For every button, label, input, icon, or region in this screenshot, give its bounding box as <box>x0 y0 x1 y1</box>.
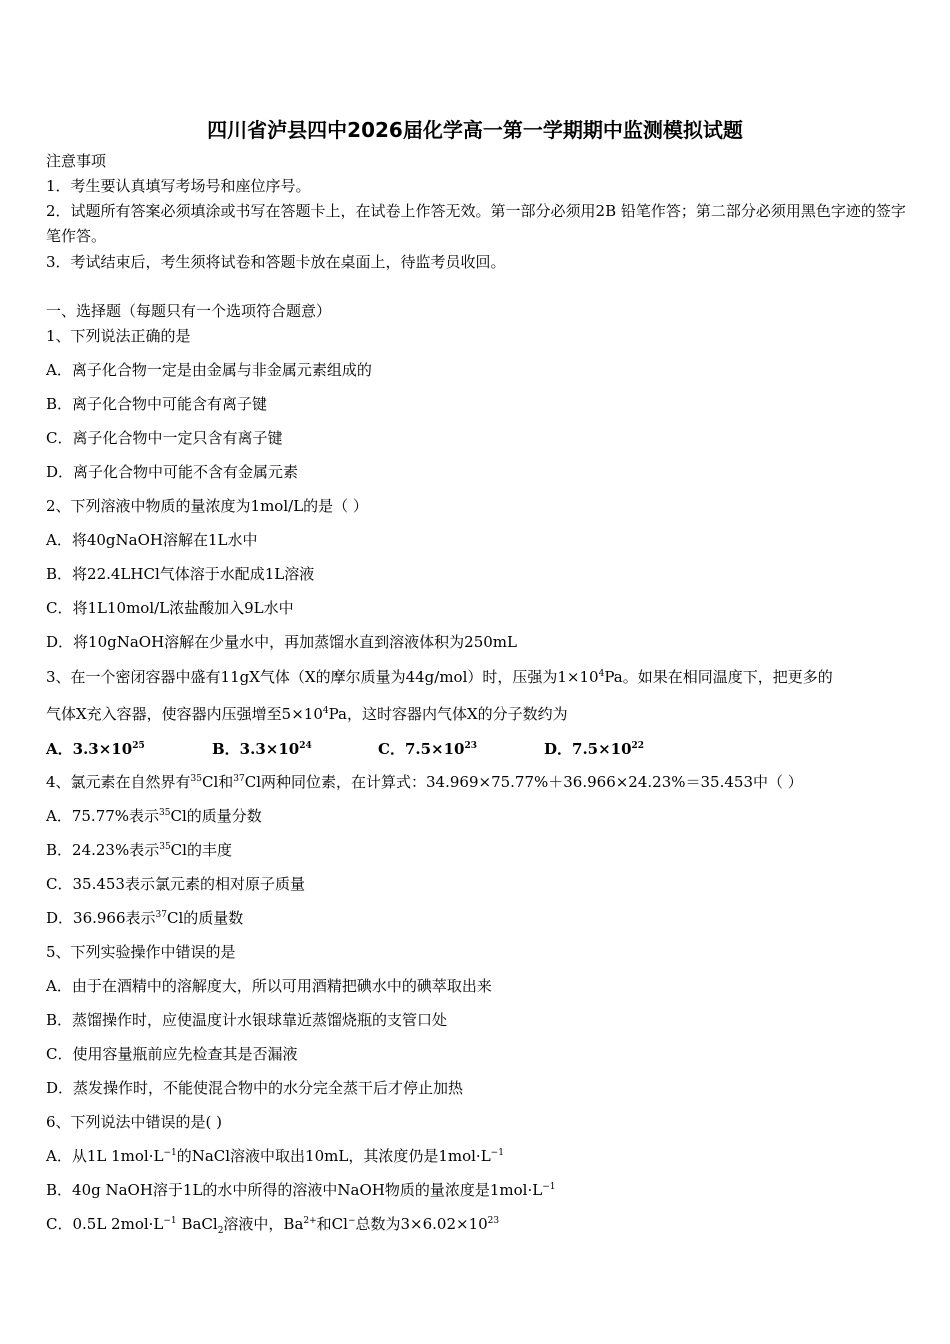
q2-option-b: B．将22.4LHCl气体溶于水配成1L溶液 <box>46 565 315 583</box>
q3-option-base: B．3.3×10 <box>212 740 300 758</box>
q4-isotope-mass: 35 <box>159 808 171 818</box>
q4-stem <box>46 772 803 792</box>
q3-option-base: A．3.3×10 <box>46 740 133 758</box>
q6-stem: 6、下列说法中错误的是( ) <box>46 1113 223 1131</box>
q6-exponent: 2+ <box>303 1216 317 1226</box>
q6-exponent: − <box>347 1216 356 1226</box>
q6-option-c <box>46 1214 499 1234</box>
q6-option-text: C．0.5L 2mol·L <box>46 1215 164 1233</box>
q1-stem: 1、下列说法正确的是 <box>46 327 191 345</box>
q5-option-d: D．蒸发操作时，不能使混合物中的水分完全蒸干后才停止加热 <box>46 1079 464 1097</box>
q4-option-text: A．75.77%表示 <box>46 807 160 825</box>
q6-exponent: −1 <box>490 1148 504 1158</box>
q4-stem-part: Cl两种同位素，在计算式：34.969×75.77%＋36.966×24.23%＝35.453中（ ） <box>244 773 803 791</box>
q1-option-b: B．离子化合物中可能含有离子键 <box>46 395 268 413</box>
q5-stem: 5、下列实验操作中错误的是 <box>46 943 236 961</box>
q6-option-text: 和Cl <box>316 1215 348 1233</box>
page-title: 四川省泸县四中2026届化学高一第一学期期中监测模拟试题 <box>207 118 743 142</box>
notice-heading: 注意事项 <box>46 152 107 170</box>
section-heading: 一、选择题（每题只有一个选项符合题意） <box>46 302 332 320</box>
q4-option-text: Cl的质量分数 <box>170 807 262 825</box>
q4-option-c: C．35.453表示氯元素的相对原子质量 <box>46 875 305 893</box>
q6-exponent: 23 <box>487 1216 500 1226</box>
q1-option-a: A．离子化合物一定是由金属与非金属元素组成的 <box>46 361 372 379</box>
q4-option-text: Cl的丰度 <box>170 841 232 859</box>
q2-option-d: D．将10gNaOH溶解在少量水中，再加蒸馏水直到溶液体积为250mL <box>46 633 517 651</box>
q6-exponent: −1 <box>542 1182 556 1192</box>
q3-option-c <box>378 738 544 759</box>
q2-option-c: C．将1L10mol/L浓盐酸加入9L水中 <box>46 599 294 617</box>
q4-isotope-mass: 35 <box>159 842 171 852</box>
q4-option-text: Cl的质量数 <box>166 909 244 927</box>
q3-stem-part: Pa，这时容器内气体X的分子数约为 <box>328 705 568 723</box>
q3-option-exponent: 25 <box>132 741 145 751</box>
q5-option-c: C．使用容量瓶前应先检查其是否漏液 <box>46 1045 298 1063</box>
q4-option-b <box>46 840 232 860</box>
q3-stem-part: 气体X充入容器，使容器内压强增至5×10 <box>46 705 323 723</box>
q3-option-exponent: 24 <box>299 741 312 751</box>
q4-isotope-mass: 37 <box>233 774 245 784</box>
q3-option-exponent: 23 <box>464 741 478 751</box>
q3-option-b <box>212 738 378 759</box>
q4-option-text: D．36.966表示 <box>46 909 156 927</box>
q3-option-base: D．7.5×10 <box>544 740 632 758</box>
q2-option-a: A．将40gNaOH溶解在1L水中 <box>46 531 258 549</box>
q3-stem-part: Pa。如果在相同温度下，把更多的 <box>604 668 833 686</box>
notice-item-1: 1．考生要认真填写考场号和座位序号。 <box>46 177 311 195</box>
q3-option-base: C．7.5×10 <box>378 740 465 758</box>
q3-stem-line1 <box>46 667 833 687</box>
q3-option-a <box>46 738 212 759</box>
q1-option-c: C．离子化合物中一定只含有离子键 <box>46 429 283 447</box>
notice-item-2: 2．试题所有答案必须填涂或书写在答题卡上，在试卷上作答无效。第一部分必须用2B 铅笔作答；第二部分必须用黑色字迹的签字笔作答。 <box>46 202 906 245</box>
q3-exponent: 4 <box>322 706 329 716</box>
q3-option-exponent: 22 <box>631 741 645 751</box>
q6-option-b <box>46 1180 556 1200</box>
q6-option-a <box>46 1146 504 1166</box>
q6-option-text: 的NaCl溶液中取出10mL，其浓度仍是1mol·L <box>176 1147 491 1165</box>
q4-option-text: B．24.23%表示 <box>46 841 160 859</box>
q6-exponent: −1 <box>163 1216 177 1226</box>
q5-option-b: B．蒸馏操作时，应使温度计水银球靠近蒸馏烧瓶的支管口处 <box>46 1011 448 1029</box>
q4-isotope-mass: 35 <box>190 774 202 784</box>
q3-exponent: 4 <box>598 669 605 679</box>
q6-subscript: 2 <box>217 1226 224 1236</box>
q4-stem-part: 4、氯元素在自然界有 <box>46 773 191 791</box>
q4-isotope-mass: 37 <box>155 910 167 920</box>
q3-option-d <box>544 738 710 759</box>
q1-option-d: D．离子化合物中可能不含有金属元素 <box>46 463 299 481</box>
q6-option-text: A．从1L 1mol·L <box>46 1147 164 1165</box>
q4-option-a <box>46 806 262 826</box>
q4-stem-part: Cl和 <box>202 773 234 791</box>
q4-option-d <box>46 908 243 928</box>
notice-item-3: 3．考试结束后，考生须将试卷和答题卡放在桌面上，待监考员收回。 <box>46 253 506 271</box>
q6-option-text: 溶液中，Ba <box>223 1215 304 1233</box>
q3-stem-part: 3、在一个密闭容器中盛有11gX气体（X的摩尔质量为44g/mol）时，压强为1×10 <box>46 668 599 686</box>
q6-option-text: 总数为3×6.02×10 <box>355 1215 488 1233</box>
q6-option-text: BaCl <box>176 1215 218 1233</box>
q6-exponent: −1 <box>163 1148 177 1158</box>
q3-stem-line2 <box>46 704 568 724</box>
q3-options <box>46 738 710 759</box>
q5-option-a: A．由于在酒精中的溶解度大，所以可用酒精把碘水中的碘萃取出来 <box>46 977 492 995</box>
q6-option-text: B．40g NaOH溶于1L的水中所得的溶液中NaOH物质的量浓度是1mol·L <box>46 1181 543 1199</box>
q2-stem: 2、下列溶液中物质的量浓度为1mol/L的是（ ） <box>46 497 368 515</box>
